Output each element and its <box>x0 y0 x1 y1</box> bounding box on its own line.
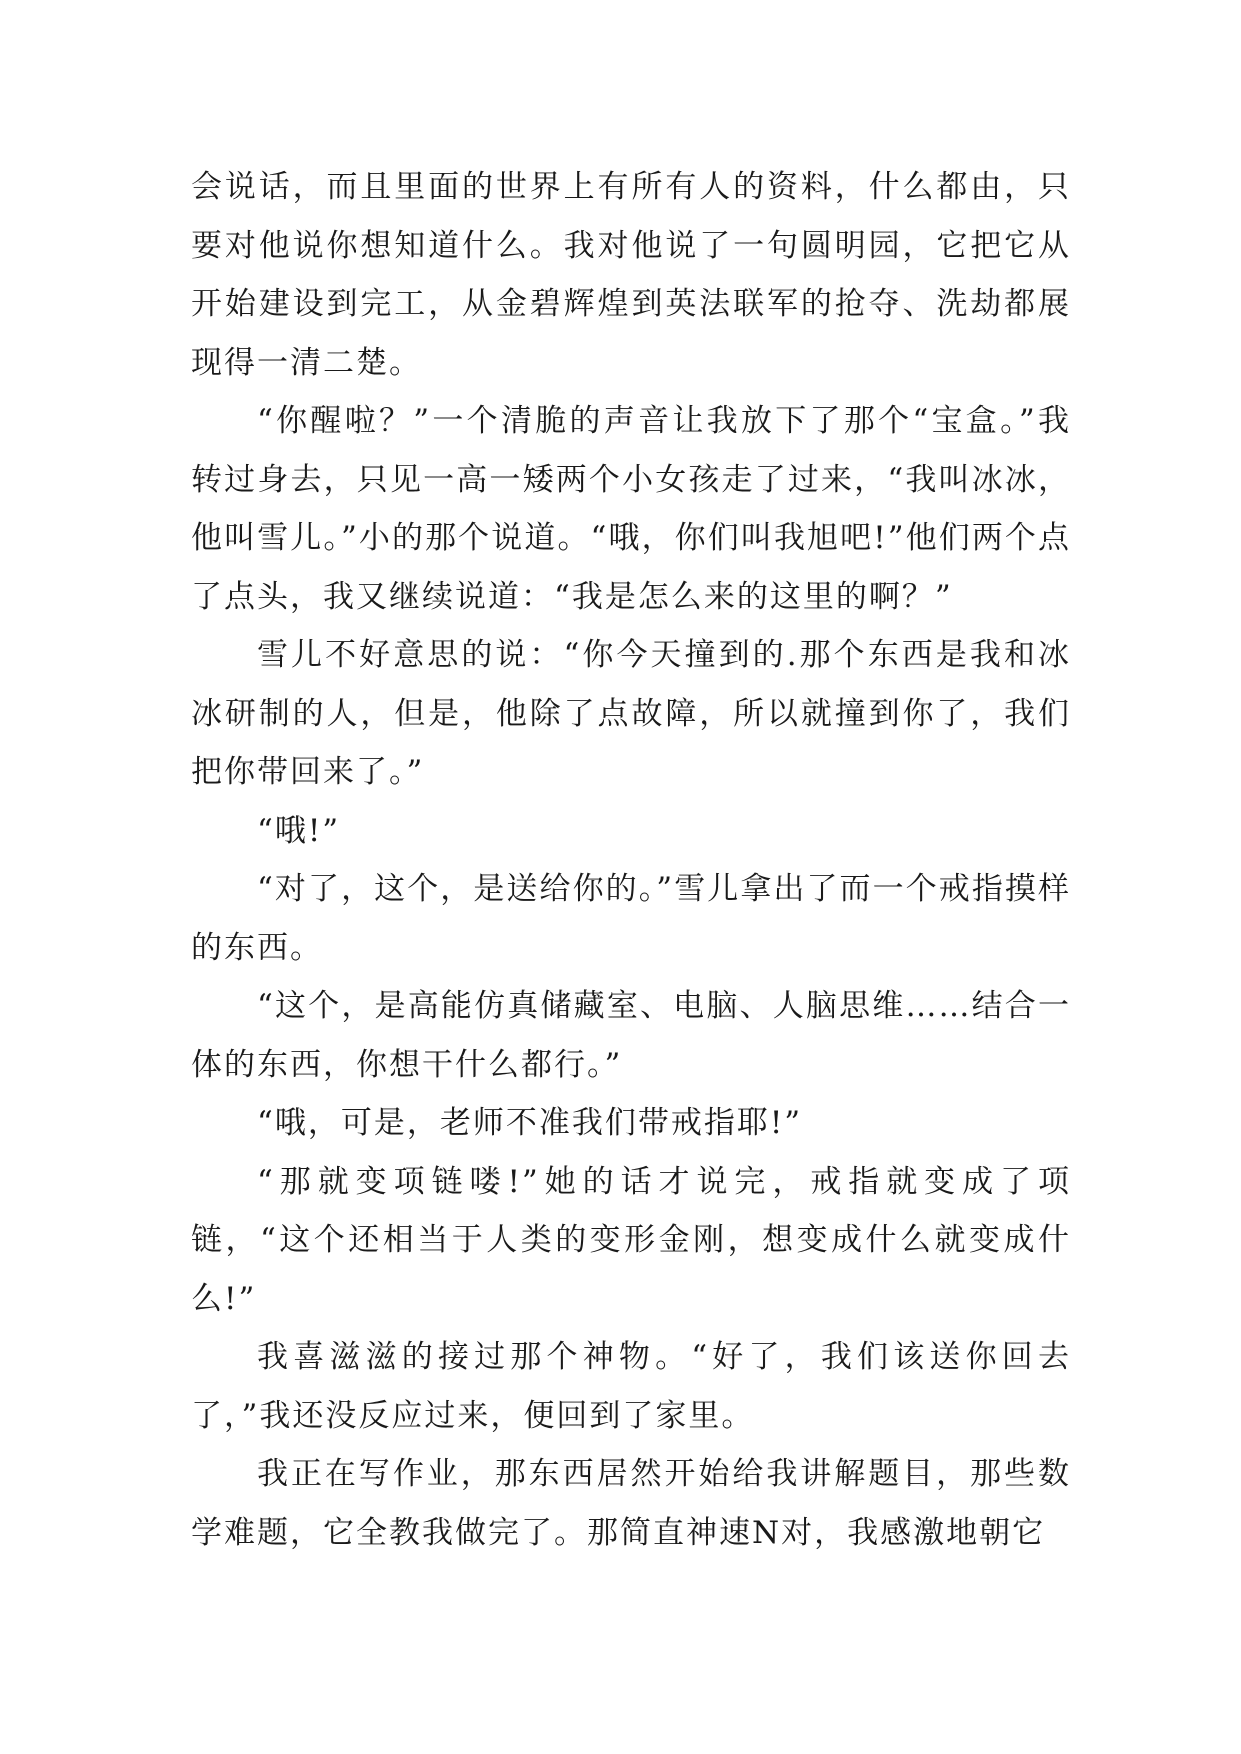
paragraph-2: “你醒啦？”一个清脆的声音让我放下了那个“宝盒。”我转过身去，只见一高一矮两个小女孩走了过来，“我叫冰冰，他叫雪儿。”小的那个说道。“哦，你们叫我旭吧!”他们两个点了点头，我又继续说道：“我是怎么来的这里的啊？” <box>191 403 1071 615</box>
paragraph-6: “这个，是高能仿真储藏室、电脑、人脑思维……结合一体的东西，你想干什么都行。” <box>191 988 1071 1083</box>
paragraph-7: “哦，可是，老师不准我们带戒指耶!” <box>257 1105 803 1141</box>
paragraph-8: “那就变项链喽!”她的话才说完，戒指就变成了项链，“这个还相当于人类的变形金刚，想变成什么就变成什么!” <box>191 1163 1071 1317</box>
paragraph-5: “对了，这个，是送给你的。”雪儿拿出了而一个戒指摸样的东西。 <box>191 871 1071 966</box>
paragraph-9: 我喜滋滋的接过那个神物。“好了，我们该送你回去了，”我还没反应过来，便回到了家里。 <box>191 1339 1071 1434</box>
paragraph-3: 雪儿不好意思的说：“你今天撞到的.那个东西是我和冰冰研制的人，但是，他除了点故障，所以就撞到你了，我们把你带回来了。” <box>191 637 1071 790</box>
paragraph-10: 我正在写作业，那东西居然开始给我讲解题目，那些数学难题，它全教我做完了。那简直神速N对，我感激地朝它 <box>191 1456 1071 1551</box>
paragraph-1: 会说话，而且里面的世界上有所有人的资料，什么都由，只要对他说你想知道什么。我对他说了一句圆明园，它把它从开始建设到完工，从金碧辉煌到英法联军的抢夺、洗劫都展现得一清二楚。 <box>191 169 1071 381</box>
paragraph-4: “哦!” <box>257 812 341 849</box>
document-body <box>191 158 1071 1562</box>
